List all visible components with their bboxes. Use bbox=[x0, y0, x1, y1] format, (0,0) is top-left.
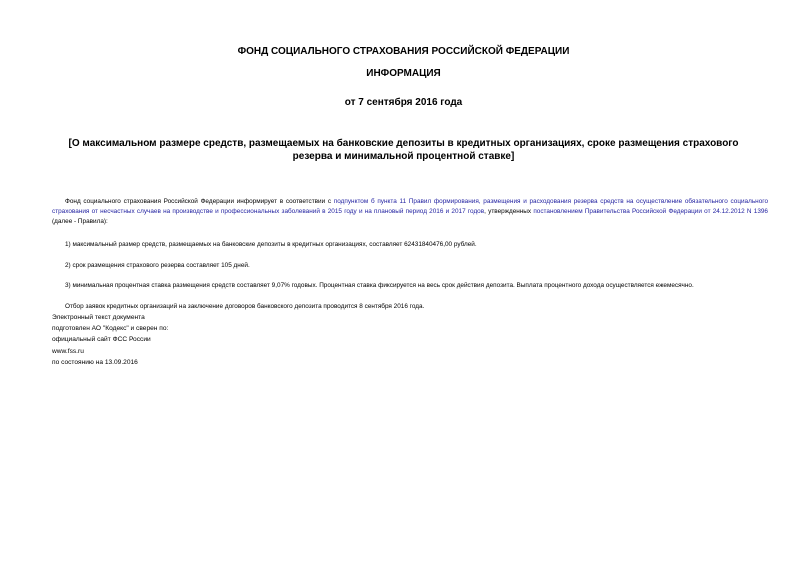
document-subject: [О максимальном размере средств, размещаемых на банковские депозиты в кредитных организациях, сроке размещения страхового резерва и минимальной процентной ставке] bbox=[68, 138, 739, 162]
item-2-text: 2) срок размещения страхового резерва составляет 105 дней. bbox=[65, 262, 250, 269]
organization-title: ФОНД СОЦИАЛЬНОГО СТРАХОВАНИЯ РОССИЙСКОЙ ФЕДЕРАЦИИ bbox=[237, 46, 570, 57]
document-date: от 7 сентября 2016 года bbox=[344, 97, 463, 108]
intro-paragraph bbox=[52, 197, 768, 227]
intro-suffix: (далее - Правила): bbox=[52, 218, 108, 225]
document-type: ИНФОРМАЦИЯ bbox=[366, 68, 441, 79]
intro-middle: , утвержденных bbox=[484, 208, 534, 215]
source-line-3: официальный сайт ФСС России bbox=[52, 336, 151, 344]
source-line-5: по состоянию на 13.09.2016 bbox=[52, 358, 138, 366]
intro-prefix: Фонд социального страхования Российской Федерации информирует в соответствии с bbox=[65, 198, 334, 205]
resolution-link[interactable]: постановлением Правительства Российской Федерации от 24.12.2012 N 1396 bbox=[533, 208, 768, 215]
item-1 bbox=[52, 240, 768, 250]
rules-link[interactable]: подпунктом б пункта 11 Правил формирования, размещения и расходования резерва средств на осуществление обязательного социального страхования от несчастных случаев на производстве и профессиональных заболеваний в 2015 году и на плановый период 2016 и 2017 годов bbox=[52, 198, 768, 215]
source-line-2: подготовлен АО "Кодекс" и сверен по: bbox=[52, 325, 169, 333]
source-line-4: www.fss.ru bbox=[52, 347, 84, 355]
item-1-text: 1) максимальный размер средств, размещаемых на банковские депозиты в кредитных организациях, составляет 62431840476,00 рублей. bbox=[65, 241, 477, 248]
closing-text: Отбор заявок кредитных организаций на заключение договоров банковского депозита проводится 8 сентября 2016 года. bbox=[65, 303, 425, 310]
source-line-1: Электронный текст документа bbox=[52, 314, 145, 321]
item-3 bbox=[52, 281, 768, 291]
item-3-text: 3) минимальная процентная ставка размещения средств составляет 9,07% годовых. Процентная ставка фиксируется на весь срок действия депозита. Выплата процентного дохода осуществляется ежемесячно. bbox=[65, 282, 694, 289]
closing-paragraph bbox=[52, 302, 768, 312]
item-2 bbox=[52, 261, 768, 271]
source-note bbox=[52, 312, 168, 368]
